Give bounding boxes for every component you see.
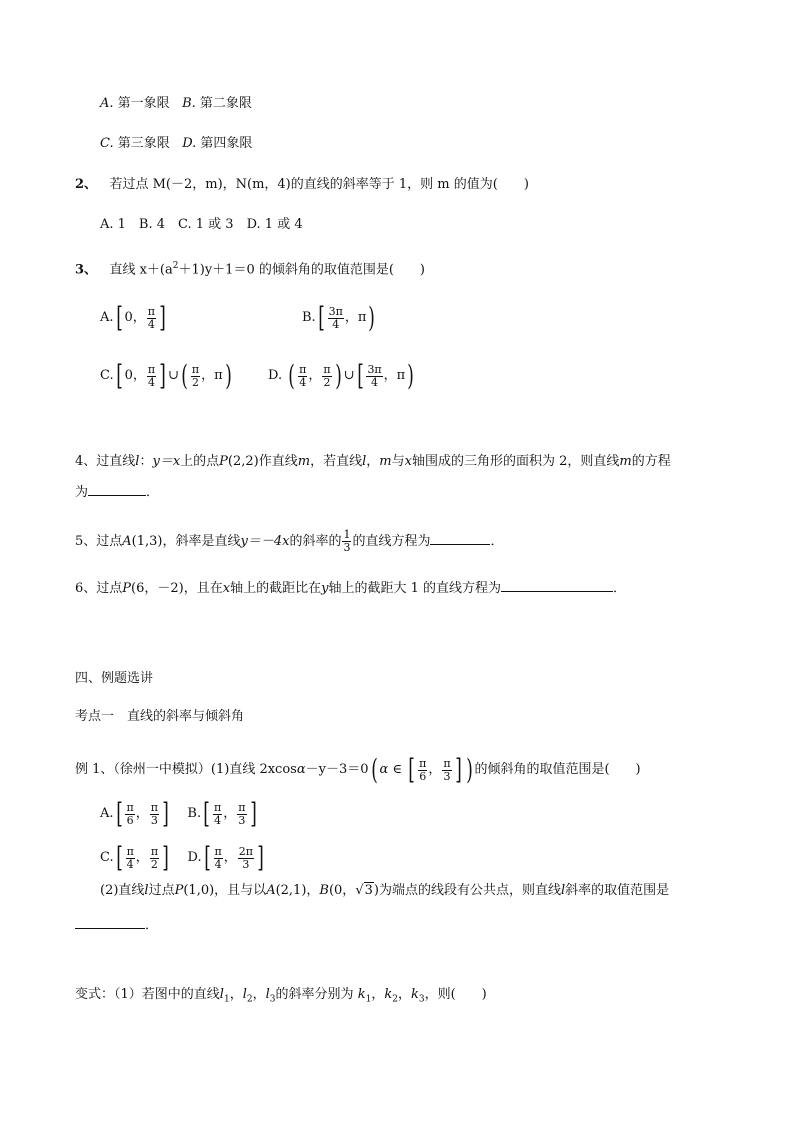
right-bracket: ]: [159, 359, 166, 392]
comma: ，: [252, 987, 266, 1002]
variant-prefix: 变式：（1）若图中的直线: [75, 987, 220, 1002]
q3-optA-label: A.: [100, 310, 114, 325]
var-l: l: [560, 883, 566, 898]
q4-mid: 上的点: [180, 454, 220, 469]
colon: ：: [139, 454, 153, 469]
kaodian-title: [75, 708, 244, 726]
comma: ，: [223, 850, 237, 865]
q4-prefix: 4、过直线: [75, 454, 136, 469]
var-A: A: [122, 534, 132, 549]
q1-optD-text: 第四象限: [200, 136, 253, 151]
comma: ，: [366, 454, 380, 469]
comma: ，: [135, 850, 149, 865]
q1-optD-letter: D.: [182, 136, 197, 151]
var-l: l: [362, 454, 367, 469]
ex1-stem: [75, 754, 641, 787]
left-bracket: [: [356, 359, 364, 392]
var-l: l: [242, 987, 247, 1002]
q4-equation: y＝x: [152, 454, 181, 469]
fraction: $\frac{\pi}{3}$: [150, 800, 158, 827]
union-symbol: ∪: [343, 368, 355, 383]
var-l: l: [265, 987, 270, 1002]
period: ．: [490, 534, 504, 549]
q5-mid: 的斜率的: [289, 534, 342, 549]
q3-optB: [302, 300, 377, 337]
fraction: $\frac{\pi}{4}$: [147, 304, 155, 331]
left-paren: (: [370, 753, 378, 786]
q3-optA-zero: 0，: [124, 310, 146, 325]
var-k: k: [384, 987, 393, 1002]
var-k: k: [410, 987, 419, 1002]
q3-text-a: 直线 x＋(a: [109, 262, 173, 278]
comma: ，: [371, 987, 385, 1002]
var-P: P: [219, 454, 228, 469]
q3-optB-label: B.: [302, 310, 316, 325]
variant-suffix: ，则( ): [424, 987, 487, 1002]
q2-options: [100, 216, 303, 234]
ex1-optA-label: A.: [100, 806, 114, 821]
left-paren: (: [181, 359, 188, 392]
fraction: $\frac{\pi}{2}$: [150, 844, 159, 871]
q4-line2: [75, 482, 159, 502]
ex1-part2-g: 斜率的取值范围是: [565, 883, 670, 898]
variant-line: [75, 986, 487, 1009]
fraction: $\frac{\pi}{4}$: [299, 362, 307, 389]
q2-stem: [75, 176, 529, 194]
q5-equation: y＝－4x: [240, 534, 290, 549]
subscript: 3: [269, 994, 276, 1005]
var-x: x: [404, 454, 412, 469]
right-paren: ): [465, 753, 473, 786]
fraction: $\frac{\pi}{4}$: [214, 844, 222, 871]
q4-text3: 与: [391, 454, 405, 469]
q6-mid: 轴上的截距比在: [230, 581, 322, 596]
section-title: [75, 670, 153, 688]
q4-line1: [75, 453, 671, 471]
q3-optC-label: C.: [100, 368, 114, 383]
q3-stem: [75, 257, 425, 279]
q1-optA-text: 第一象限: [117, 96, 170, 111]
q3-number: 3、: [75, 262, 98, 278]
ex1-optAB: [100, 798, 258, 831]
fraction: $\frac{\pi}{4}$: [147, 362, 156, 389]
var-l: l: [219, 987, 224, 1002]
comma-pi: ，π: [201, 368, 223, 383]
left-bracket: [: [203, 841, 211, 874]
q4-text4: 轴围成的三角形的面积为 2，则直线: [411, 454, 620, 469]
fraction: $\frac{\pi}{3}$: [238, 800, 246, 827]
fraction: $\frac{\pi}{2}$: [191, 362, 200, 389]
q1-options-row1: [100, 95, 252, 113]
fraction: $\frac{\pi}{3}$: [443, 756, 451, 783]
q1-optC-text: 第三象限: [117, 136, 170, 151]
period: ．: [612, 581, 626, 596]
var-A: A: [266, 883, 276, 898]
q3-optC: [100, 358, 234, 395]
q6-suffix: 轴上的截距大 1 的直线方程为: [328, 581, 501, 596]
q2-number: 2、: [75, 177, 98, 192]
ex1-part2-a: (2)直线: [100, 883, 145, 898]
period: ．: [145, 918, 159, 933]
q5-suffix: 的直线方程为: [352, 534, 431, 549]
var-l: l: [144, 883, 149, 898]
q1-optB-text: 第二象限: [199, 96, 252, 111]
q1-optC-letter: C.: [100, 136, 114, 151]
ex1-optD-label: D.: [187, 850, 202, 865]
right-bracket: ]: [159, 301, 166, 334]
var-l: l: [135, 454, 140, 469]
fraction: $\frac{\pi}{6}$: [419, 756, 427, 783]
left-bracket: [: [115, 841, 123, 874]
var-alpha: α: [379, 762, 389, 777]
q4-line2-text: 为: [75, 485, 89, 500]
ex1-part2-c: (1,0)，且与以: [183, 883, 267, 898]
var-k: k: [357, 987, 366, 1002]
q1-optB-letter: B.: [182, 96, 196, 111]
var-P: P: [174, 883, 184, 898]
left-bracket: [: [115, 301, 123, 334]
ex1-part2-e: (0，: [328, 883, 356, 898]
q5-point: (1,3)，斜率是直线: [131, 534, 241, 549]
answer-blank[interactable]: [501, 578, 613, 592]
fraction: $\frac{\pi}{4}$: [214, 800, 222, 827]
comma: ，: [428, 762, 442, 777]
left-bracket: [: [408, 753, 415, 786]
q3-optD-label: D.: [268, 368, 283, 383]
answer-blank[interactable]: [88, 482, 146, 496]
right-paren: ): [368, 301, 376, 334]
left-bracket: [: [115, 359, 123, 392]
q6-prefix: 6、过点: [75, 581, 123, 596]
comma: ，: [397, 987, 411, 1002]
q4-point: (2,2)作直线: [227, 454, 298, 469]
right-bracket: ]: [257, 841, 264, 874]
right-paren: ): [334, 359, 342, 392]
subscript: 2: [392, 994, 398, 1005]
q1-optA-letter: A.: [100, 96, 114, 111]
kaodian-text: 考点一 直线的斜率与倾斜角: [75, 709, 245, 724]
right-paren: ): [224, 359, 232, 392]
sqrt-content: 3: [364, 883, 373, 898]
q5-prefix: 5、过点: [75, 534, 123, 549]
comma: ，: [308, 368, 322, 383]
right-bracket: ]: [249, 797, 257, 830]
ex1-optCD: [100, 842, 266, 875]
q6-line: [75, 578, 626, 598]
ex1-part2-b: 过点: [148, 883, 175, 898]
comma-pi: ，π: [383, 368, 406, 383]
left-bracket: [: [115, 797, 123, 830]
var-m: m: [619, 454, 632, 469]
q3-optD: [268, 358, 416, 395]
subscript: 1: [223, 994, 230, 1005]
right-bracket: ]: [454, 753, 462, 786]
answer-blank[interactable]: [430, 531, 490, 545]
comma: ，: [223, 806, 237, 821]
zero-comma: 0，: [124, 368, 146, 383]
right-paren: ): [407, 359, 414, 392]
var-x: x: [222, 581, 231, 596]
right-bracket: ]: [162, 797, 169, 830]
answer-blank[interactable]: [75, 915, 145, 929]
var-m: m: [297, 454, 311, 469]
q2-text: 若过点 M(－2，m)，N(m，4)的直线的斜率等于 1，则 m 的值为( ): [109, 177, 529, 192]
ex1-part2-blank-line: [75, 915, 158, 935]
section-title-text: 四、例题选讲: [75, 671, 154, 686]
ex1-part2-d: (2,1)，: [275, 883, 320, 898]
left-bracket: [: [203, 797, 210, 830]
ex1-optB-label: B.: [187, 806, 202, 821]
ex1-prefix: 例 1、（徐州一中模拟）(1)直线 2xcos: [75, 762, 297, 777]
fraction: $\frac{3\pi}{4}$: [367, 362, 382, 389]
q1-options-row2: [100, 135, 252, 153]
q6-point: (6，－2)，且在: [131, 581, 223, 596]
comma-pi: ，π: [344, 310, 367, 325]
q3-text-sup: 2: [172, 261, 179, 271]
left-paren: (: [288, 359, 295, 392]
q3-text-b: ＋1)y＋1＝0 的倾斜角的取值范围是( ): [178, 262, 425, 278]
subscript: 3: [418, 994, 425, 1005]
union-symbol: ∪: [168, 368, 179, 383]
ex1-part2: [100, 882, 669, 900]
ex1-optC-label: C.: [100, 850, 114, 865]
fraction: $\frac{3\pi}{4}$: [328, 304, 343, 331]
variant-mid: 的斜率分别为: [275, 987, 354, 1002]
fraction: $\frac{2\pi}{3}$: [238, 844, 254, 871]
period: ．: [146, 485, 160, 500]
comma: ，: [229, 987, 243, 1002]
comma: ，: [135, 806, 149, 821]
subscript: 1: [365, 994, 372, 1005]
element-of: ∈: [392, 762, 402, 777]
q3-optA: [100, 300, 168, 337]
q4-text2: ，若直线: [310, 454, 363, 469]
q2-options-text: A. 1 B. 4 C. 1 或 3 D. 1 或 4: [100, 217, 303, 232]
ex1-part2-f: )为端点的线段有公共点，则直线: [373, 883, 561, 898]
var-B: B: [319, 883, 329, 898]
q4-text5: 的方程: [631, 454, 671, 469]
fraction: $\frac{\pi}{6}$: [126, 800, 134, 827]
var-P: P: [122, 581, 132, 596]
subscript: 2: [246, 994, 253, 1005]
fraction: $\frac{\pi}{4}$: [126, 844, 134, 871]
var-y: y: [321, 581, 329, 596]
sqrt-symbol: √: [355, 883, 364, 898]
var-m: m: [379, 454, 392, 469]
q5-line: [75, 527, 504, 557]
ex1-suffix: 的倾斜角的取值范围是( ): [474, 762, 641, 777]
right-bracket: ]: [162, 841, 169, 874]
var-alpha: α: [296, 762, 306, 777]
fraction-one-third: $\frac{1}{3}$: [343, 528, 351, 554]
ex1-equation: －y－3＝0: [305, 762, 369, 777]
fraction: $\frac{\pi}{2}$: [323, 362, 331, 389]
left-bracket: [: [317, 301, 325, 334]
